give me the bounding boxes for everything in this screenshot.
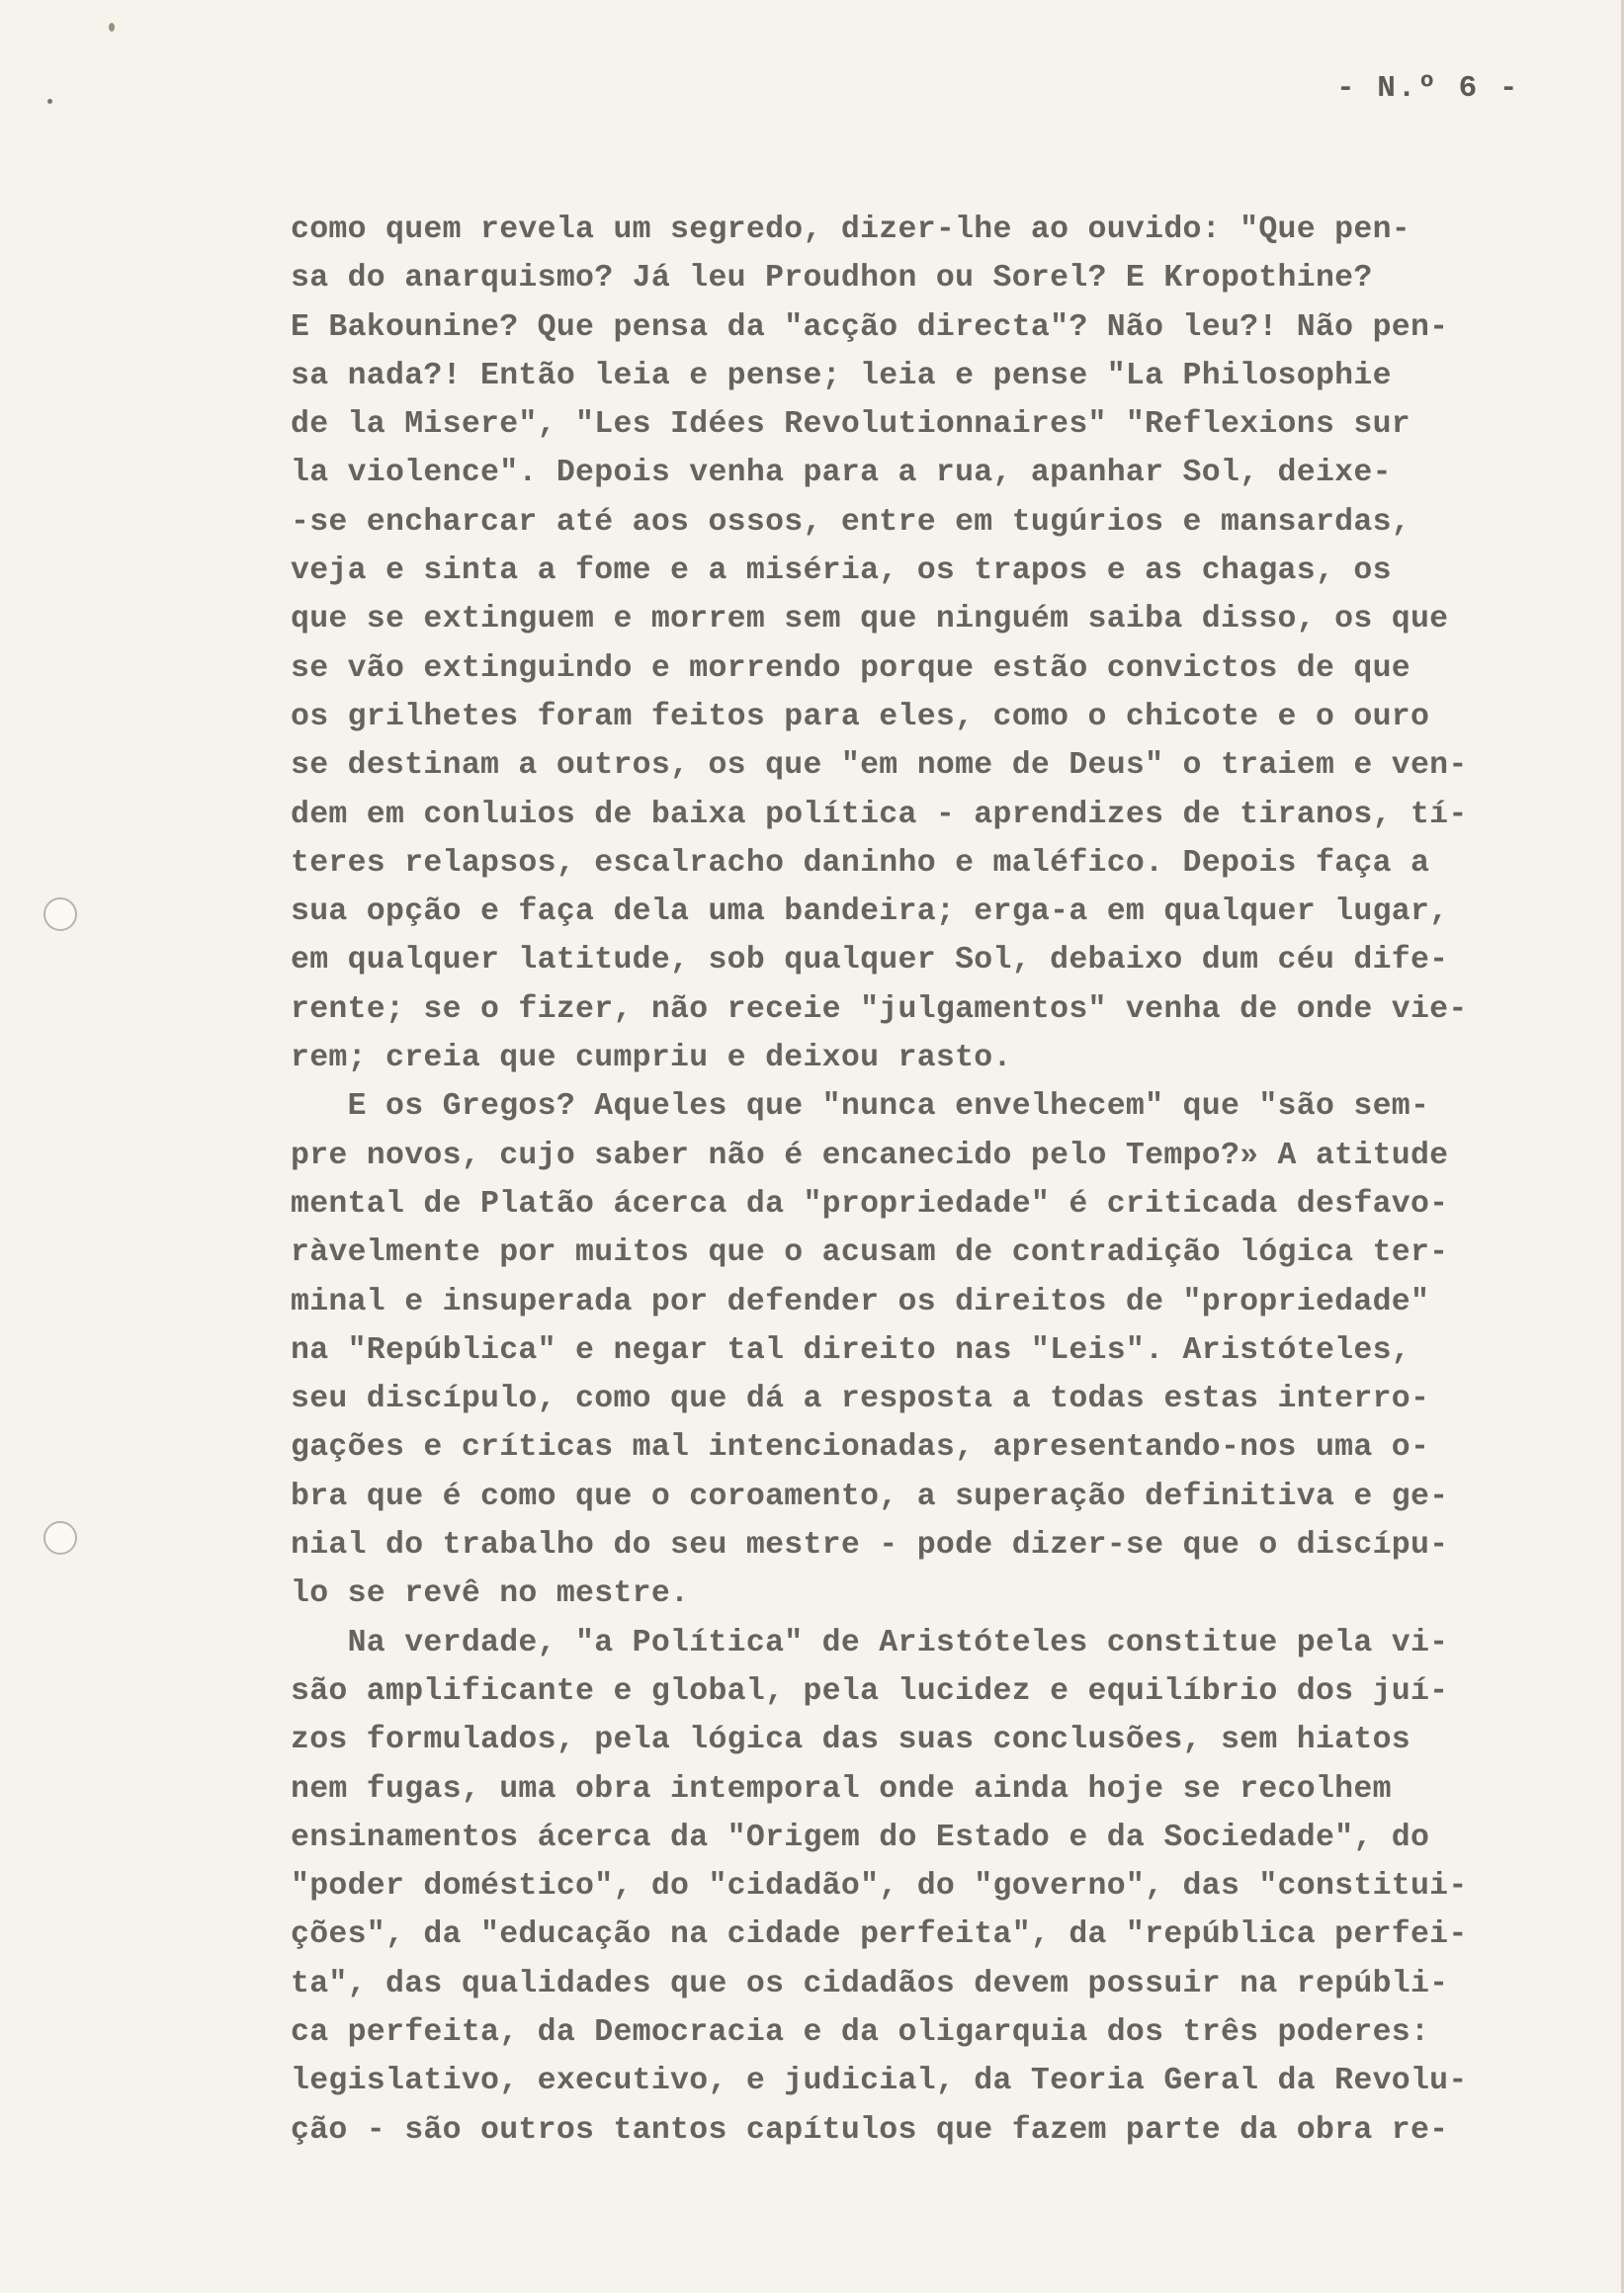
text-line: sa nada?! Então leia e pense; leia e pense "La Philosophie bbox=[291, 358, 1392, 393]
text-line: em qualquer latitude, sob qualquer Sol, debaixo dum céu dife- bbox=[291, 943, 1449, 978]
page-number: - N.º 6 - bbox=[1336, 71, 1520, 106]
paper-speck bbox=[109, 23, 115, 32]
text-line: ca perfeita, da Democracia e da oligarquia dos três poderes: bbox=[291, 2014, 1430, 2050]
text-line: ensinamentos ácerca da "Origem do Estado e da Sociedade", do bbox=[291, 1820, 1430, 1855]
text-line: lo se revê no mestre. bbox=[291, 1576, 690, 1612]
text-line: mental de Platão ácerca da "propriedade" é criticada desfavo- bbox=[291, 1186, 1449, 1222]
typed-text-body bbox=[291, 206, 1556, 2155]
text-line: zos formulados, pela lógica das suas conclusões, sem hiatos bbox=[291, 1723, 1410, 1758]
text-line: são amplificante e global, pela lucidez e equilíbrio dos juí- bbox=[291, 1673, 1449, 1709]
text-line: sua opção e faça dela uma bandeira; erga-a em qualquer lugar, bbox=[291, 894, 1449, 930]
text-line: pre novos, cujo saber não é encanecido pelo Tempo?» A atitude bbox=[291, 1138, 1449, 1173]
text-line: rente; se o fizer, não receie "julgamentos" venha de onde vie- bbox=[291, 991, 1468, 1027]
punch-hole bbox=[43, 897, 77, 931]
text-line: os grilhetes foram feitos para eles, como o chicote e o ouro bbox=[291, 699, 1430, 734]
text-line: minal e insuperada por defender os direitos de "propriedade" bbox=[291, 1284, 1430, 1319]
text-line: na "República" e negar tal direito nas "Leis". Aristóteles, bbox=[291, 1332, 1410, 1368]
text-line: se destinam a outros, os que "em nome de Deus" o traiem e ven- bbox=[291, 748, 1468, 784]
text-line: bra que é como que o coroamento, a superação definitiva e ge- bbox=[291, 1479, 1449, 1514]
text-line: ta", das qualidades que os cidadãos devem possuir na repúbli- bbox=[291, 1966, 1449, 2001]
text-line: -se encharcar até aos ossos, entre em tugúrios e mansardas, bbox=[291, 504, 1410, 540]
text-line: sa do anarquismo? Já leu Proudhon ou Sorel? E Kropothine? bbox=[291, 261, 1373, 297]
text-line: E Bakounine? Que pensa da "acção directa"? Não leu?! Não pen- bbox=[291, 309, 1449, 345]
text-line: de la Misere", "Les Idées Revolutionnaires" "Reflexions sur bbox=[291, 407, 1410, 443]
text-line: legislativo, executivo, e judicial, da Teoria Geral da Revolu- bbox=[291, 2064, 1468, 2099]
text-line: gações e críticas mal intencionadas, apresentando-nos uma o- bbox=[291, 1430, 1430, 1466]
text-line: dem em conluios de baixa política - aprendizes de tiranos, tí- bbox=[291, 797, 1468, 832]
text-line: "poder doméstico", do "cidadão", do "governo", das "constitui- bbox=[291, 1869, 1468, 1905]
text-line: ções", da "educação na cidade perfeita", da "república perfei- bbox=[291, 1917, 1468, 1953]
text-line: teres relapsos, escalracho daninho e maléfico. Depois faça a bbox=[291, 845, 1430, 881]
text-line: ràvelmente por muitos que o acusam de contradição lógica ter- bbox=[291, 1235, 1449, 1271]
text-line: nem fugas, uma obra intemporal onde ainda hoje se recolhem bbox=[291, 1771, 1392, 1807]
text-line: ção - são outros tantos capítulos que fazem parte da obra re- bbox=[291, 2112, 1449, 2148]
text-line: Na verdade, "a Política" de Aristóteles constitue pela vi- bbox=[291, 1625, 1449, 1660]
text-line: E os Gregos? Aqueles que "nunca envelhecem" que "são sem- bbox=[291, 1089, 1430, 1125]
text-line: que se extinguem e morrem sem que ninguém saiba disso, os que bbox=[291, 602, 1449, 637]
text-line: rem; creia que cumpriu e deixou rasto. bbox=[291, 1041, 1012, 1076]
text-line: la violence". Depois venha para a rua, apanhar Sol, deixe- bbox=[291, 456, 1392, 491]
text-line: como quem revela um segredo, dizer-lhe ao ouvido: "Que pen- bbox=[291, 212, 1410, 247]
text-line: nial do trabalho do seu mestre - pode dizer-se que o discípu- bbox=[291, 1528, 1449, 1564]
text-line: veja e sinta a fome e a miséria, os trapos e as chagas, os bbox=[291, 553, 1392, 589]
punch-hole bbox=[43, 1521, 77, 1555]
text-line: se vão extinguindo e morrendo porque estão convictos de que bbox=[291, 650, 1410, 686]
paper-speck bbox=[47, 99, 52, 104]
text-line: seu discípulo, como que dá a resposta a todas estas interro- bbox=[291, 1382, 1430, 1417]
